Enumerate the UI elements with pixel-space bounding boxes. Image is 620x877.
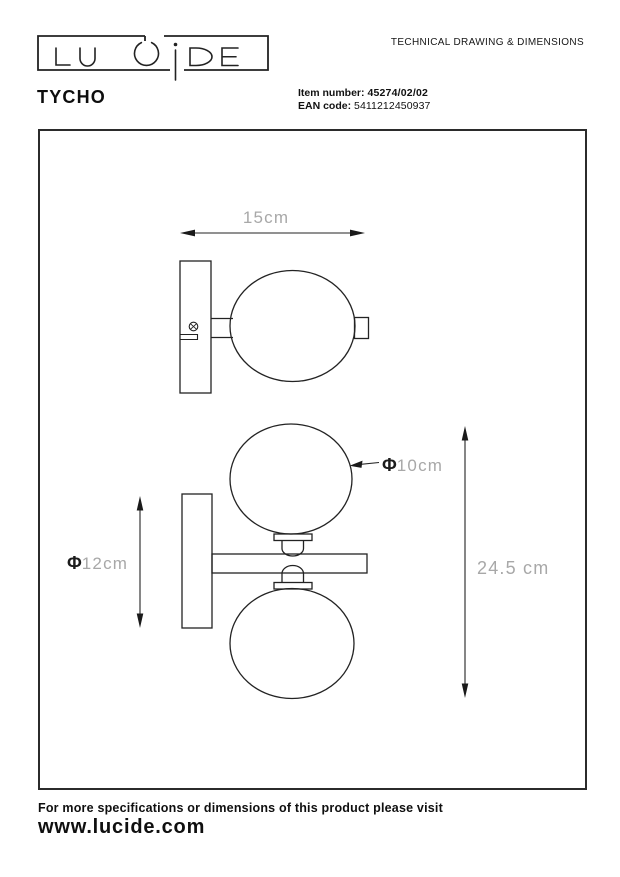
dimension-base-diameter-label — [67, 553, 128, 573]
item-number-value: 45274/02/02 — [367, 87, 429, 99]
arrowhead-down — [462, 684, 469, 699]
dimension-base-diameter — [67, 496, 143, 628]
ean-value: 5411212450937 — [354, 99, 431, 112]
technical-drawing — [40, 131, 585, 788]
ean-label: EAN code: — [298, 99, 352, 112]
glass-shade-bottom — [230, 589, 354, 699]
wall-plate-side — [180, 261, 211, 393]
arrowhead-up — [462, 426, 469, 441]
arm-front — [212, 554, 367, 573]
glass-shade-side — [230, 271, 355, 382]
product-name: TYCHO — [37, 87, 106, 107]
dimension-width — [180, 208, 365, 236]
wall-plate-front — [182, 494, 212, 628]
mount-slot — [180, 335, 198, 340]
footer-website-link[interactable]: www.lucide.com — [38, 816, 206, 838]
diameter-symbol: Φ — [382, 455, 397, 475]
item-number-row — [298, 87, 430, 100]
diameter-value: 10cm — [396, 456, 444, 475]
screw — [189, 322, 198, 331]
footer-note: For more specifications or dimensions of this product please visit — [38, 801, 443, 815]
collar-top — [274, 534, 312, 541]
glass-shade-top — [230, 424, 352, 534]
drawing-frame — [38, 129, 587, 790]
logo-letters — [56, 43, 238, 80]
dimension-shade-diameter-label — [382, 455, 443, 475]
diameter-value: 12cm — [81, 554, 129, 573]
arrowhead-down — [137, 614, 144, 629]
product-meta — [298, 87, 430, 112]
arrowhead-up — [137, 496, 144, 511]
item-number-label: Item number: — [298, 87, 365, 99]
shade-cap — [355, 318, 369, 339]
front-view — [67, 424, 549, 699]
dimension-height-label: 24.5 cm — [477, 558, 550, 578]
ean-row — [298, 100, 430, 113]
logo-i-dot — [174, 43, 178, 47]
lucide-logo — [36, 33, 276, 83]
side-view — [180, 208, 369, 393]
dimension-height — [462, 426, 550, 698]
dimension-shade-diameter — [350, 455, 444, 475]
arrowhead-leader — [350, 461, 363, 468]
dimension-width-label: 15cm — [242, 208, 290, 227]
page-title: TECHNICAL DRAWING & DIMENSIONS — [390, 37, 584, 48]
neck-bottom — [282, 566, 304, 583]
arrowhead-right — [350, 230, 365, 237]
diameter-symbol: Φ — [67, 553, 82, 573]
arrowhead-left — [180, 230, 195, 237]
